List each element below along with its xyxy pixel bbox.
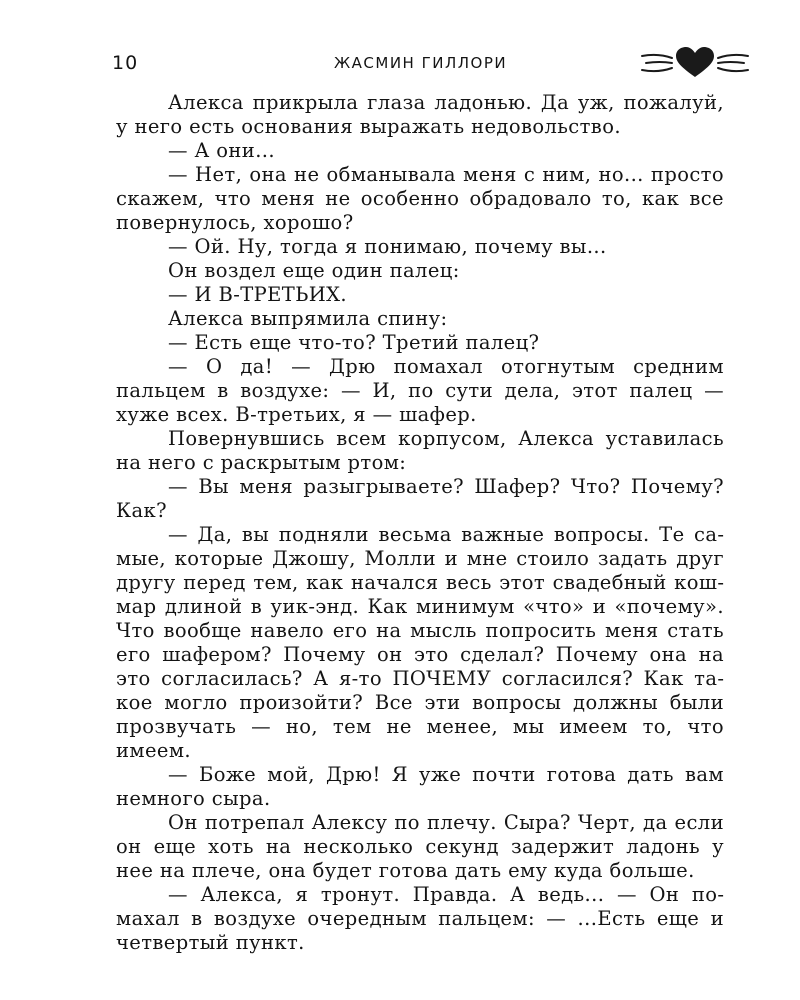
paragraph: Алекса прикрыла глаза ладонью. Да уж, пожалуй, у него есть основания выражать недовольство. <box>116 91 724 138</box>
paragraph: — Ой. Ну, тогда я понимаю, почему вы... <box>168 235 607 258</box>
paragraph: — Нет, она не обманывала меня с ним, но... просто скажем, что меня не особенно обрадовало то, как все повернулось, хорошо? <box>116 163 724 234</box>
paragraph: — А они... <box>168 139 275 162</box>
paragraph: — Боже мой, Дрю! Я уже почти готова дать вам немного сыра. <box>116 763 724 810</box>
paragraph: — И В-ТРЕТЬИХ. <box>168 283 348 306</box>
paragraph: Он потрепал Алексу по плечу. Сыра? Черт, да если он еще хоть на несколько секунд задержит ладонь у нее на плече, она будет готова дать ему куда больше. <box>116 811 724 882</box>
paragraph: Алекса выпрямила спину: <box>168 307 448 330</box>
paragraph: — Да, вы подняли весьма важные вопросы. Те самые, которые Джошу, Молли и мне стоило задать друг другу перед тем, как начался весь этот свадебный кошмар длиной в уик-энд. Как минимум «что» и «почему». Что вообще навело его на мысль попросить меня стать его шафером? Почему он это сделал? Почему она на это согласилась? А я-то ПОЧЕМУ согласился? Как такое могло произойти? Все эти вопросы должны были прозвучать — но, тем не менее, мы имеем то, что имеем. <box>116 523 724 762</box>
heart-with-lines-icon <box>638 44 752 80</box>
paragraph: — О да! — Дрю помахал отогнутым средним пальцем в воздухе: — И, по сути дела, этот палец — хуже всех. В-третьих, я — шафер. <box>116 355 724 426</box>
paragraph: — Алекса, я тронут. Правда. А ведь... — Он помахал в воздухе очередным пальцем: — ...Есть еще и четвертый пункт. <box>116 883 724 954</box>
page-number: 10 <box>112 52 139 74</box>
main-text <box>116 91 724 955</box>
paragraph: Он воздел еще один палец: <box>168 259 460 282</box>
paragraph: — Есть еще что-то? Третий палец? <box>168 331 540 354</box>
paragraph: — Вы меня разыгрываете? Шафер? Что? Почему? Как? <box>116 475 724 522</box>
page-header <box>112 50 752 80</box>
paragraph: Повернувшись всем корпусом, Алекса уставилась на него с раскрытым ртом: <box>116 427 724 474</box>
running-title: ЖАСМИН ГИЛЛОРИ <box>334 54 508 72</box>
